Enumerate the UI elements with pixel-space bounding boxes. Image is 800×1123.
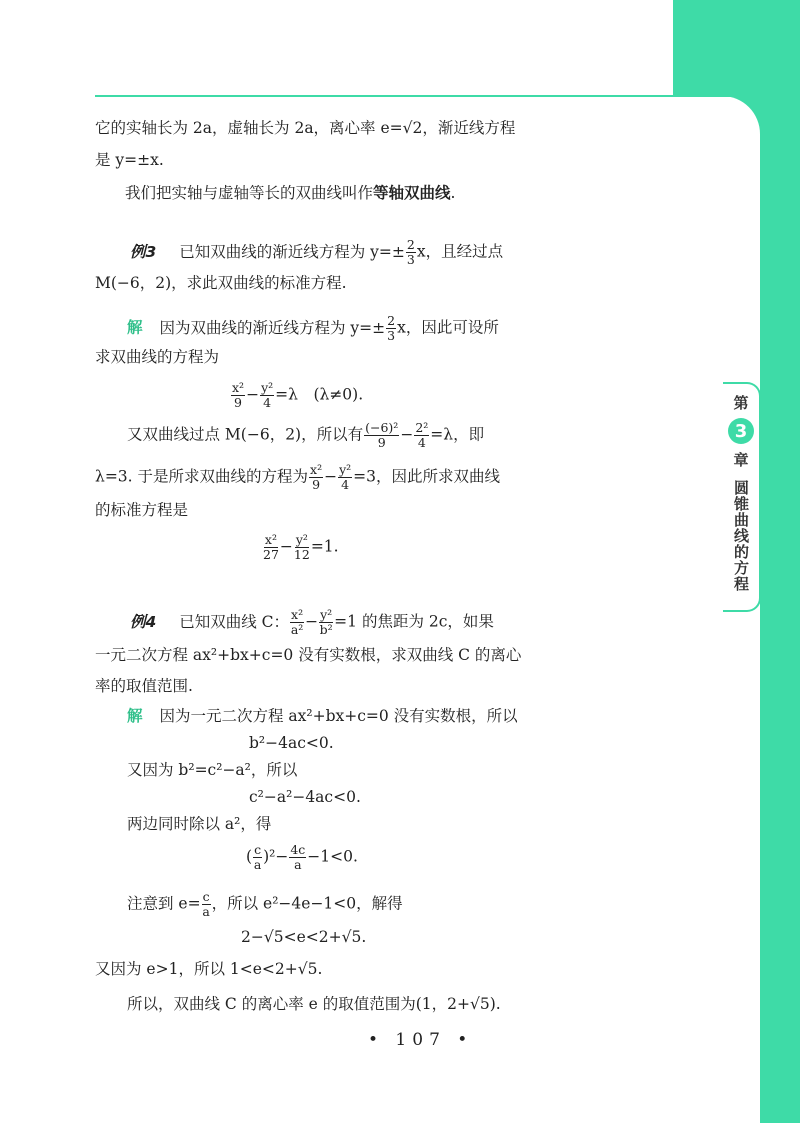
text-line: 又因为 b²=c²−a²，所以 <box>127 761 298 779</box>
text-line: λ=3. 于是所求双曲线的方程为 $\frac{\text{x²}}{9}$ − $\frac{\text{y²}}{4}$ =3，因此所求双曲线 <box>95 462 501 492</box>
fraction: $\frac{2}{3}$ <box>387 313 396 343</box>
solution-4: 解 因为一元二次方程 ax²+bx+c=0 没有实数根，所以 <box>127 707 518 725</box>
text-line: 注意到 e= $\frac{c}{a}$ ，所以 e²−4e−1<0，解得 <box>127 889 403 919</box>
text-line: 的标准方程是 <box>95 501 189 519</box>
example-3: 例3 已知双曲线的渐近线方程为 y=± $\frac{2}{3}$ x，且经过点 <box>130 238 503 267</box>
text-line: 它的实轴长为 2a，虚轴长为 2a，离心率 e=√2，渐近线方程 <box>95 119 516 137</box>
solution-3: 解 因为双曲线的渐近线方程为 y=± $\frac{2}{3}$ x，因此可设所 <box>127 313 499 343</box>
text-line: 一元二次方程 ax²+bx+c=0 没有实数根，求双曲线 C 的离心 <box>95 646 522 664</box>
chapter-title: 圆锥曲线的方程 <box>732 480 750 592</box>
chapter-prefix: 第 <box>733 394 749 412</box>
equation: $\frac{\text{x²}}{27}$ − $\frac{\text{y²}}{12}$ =1. <box>263 532 339 562</box>
solution-label: 解 <box>127 707 143 725</box>
text-line: 求双曲线的方程为 <box>95 348 220 366</box>
text-line: M(−6，2)，求此双曲线的标准方程. <box>95 274 347 292</box>
chapter-number: 3 <box>728 418 754 444</box>
text-line: 又双曲线过点 M(−6，2)，所以有 $\frac{\text{(−6)²}}{9}$ − $\frac{\text{2²}}{4}$ =λ，即 <box>127 420 485 450</box>
text-line: 我们把实轴与虚轴等长的双曲线叫作等轴双曲线. <box>125 183 456 202</box>
example-4-badge: 例4 <box>130 612 160 632</box>
text-line: 是 y=±x. <box>95 151 164 169</box>
text-line: 率的取值范围. <box>95 677 193 695</box>
fraction: $\frac{2}{3}$ <box>406 237 415 267</box>
example-3-badge: 例3 <box>130 242 160 262</box>
solution-label: 解 <box>127 318 143 337</box>
equation: 2−√5<e<2+√5. <box>241 928 367 946</box>
equation: c²−a²−4ac<0. <box>249 788 361 806</box>
text-line: 又因为 e>1，所以 1<e<2+√5. <box>95 960 323 978</box>
equation: ( $\frac{c}{a}$ )²− $\frac{4c}{a}$ −1<0. <box>246 842 358 872</box>
page-number: • 107 • <box>368 1030 474 1050</box>
text-line: 两边同时除以 a²，得 <box>127 815 272 833</box>
equation: $\frac{\text{x²}}{9}$ − $\frac{\text{y²}}{4}$ =λ (λ≠0). <box>232 380 364 410</box>
chapter-tab[interactable] <box>723 382 761 612</box>
example-4: 例4 已知双曲线 C： $\frac{\text{x²}}{\text{a²}}$ − $\frac{\text{y²}}{\text{b²}}$ =1 的焦距为 2c，如果 <box>130 608 494 637</box>
equation: b²−4ac<0. <box>249 734 334 752</box>
chapter-suffix: 章 <box>733 451 749 469</box>
text-line: 所以，双曲线 C 的离心率 e 的取值范围为(1，2+√5). <box>127 995 501 1013</box>
top-rule <box>95 95 737 97</box>
term-equilateral-hyperbola: 等轴双曲线 <box>373 183 451 202</box>
